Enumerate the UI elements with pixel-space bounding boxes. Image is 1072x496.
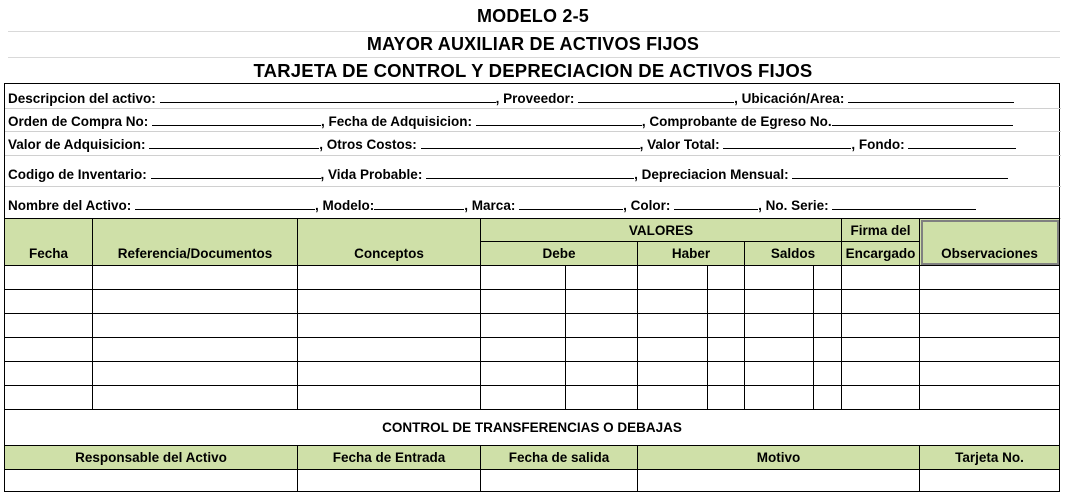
cell[interactable] bbox=[481, 470, 638, 492]
cell[interactable] bbox=[920, 470, 1060, 492]
cell[interactable] bbox=[5, 266, 93, 290]
cell[interactable] bbox=[566, 362, 638, 386]
cell[interactable] bbox=[814, 266, 842, 290]
form-subtitle: MAYOR AUXILIAR DE ACTIVOS FIJOS bbox=[366, 34, 700, 54]
title-divider bbox=[8, 31, 1060, 32]
info-row-4 bbox=[5, 156, 1061, 187]
label-valor-total: , Valor Total: bbox=[639, 137, 720, 152]
cell[interactable] bbox=[920, 290, 1060, 314]
field-codigo-inventario[interactable] bbox=[151, 166, 321, 179]
cell[interactable] bbox=[481, 338, 566, 362]
cell[interactable] bbox=[93, 386, 298, 410]
field-orden-compra[interactable] bbox=[152, 113, 321, 126]
cell[interactable] bbox=[842, 386, 920, 410]
cell[interactable] bbox=[481, 386, 566, 410]
label-descripcion: Descripcion del activo: bbox=[8, 91, 156, 106]
field-descripcion[interactable] bbox=[160, 90, 496, 103]
cell[interactable] bbox=[638, 266, 708, 290]
cell[interactable] bbox=[5, 338, 93, 362]
field-serie[interactable] bbox=[832, 197, 976, 210]
field-vida-probable[interactable] bbox=[426, 166, 634, 179]
label-nombre-activo: Nombre del Activo: bbox=[8, 198, 132, 213]
transfer-title: CONTROL DE TRANSFERENCIAS O DEBAJAS bbox=[5, 410, 1060, 446]
cell[interactable] bbox=[481, 362, 566, 386]
header-tarjeta: Tarjeta No. bbox=[920, 446, 1060, 470]
cell[interactable] bbox=[93, 362, 298, 386]
label-comprobante: , Comprobante de Egreso No. bbox=[641, 114, 832, 129]
field-ubicacion[interactable] bbox=[848, 90, 1014, 103]
cell[interactable] bbox=[638, 362, 708, 386]
field-valor-adquisicion[interactable] bbox=[149, 136, 319, 149]
label-marca: , Marca: bbox=[464, 198, 516, 213]
header-fecha: Fecha bbox=[5, 219, 93, 266]
cell[interactable] bbox=[638, 470, 920, 492]
header-firma-line1: Firma del bbox=[842, 219, 920, 242]
cell[interactable] bbox=[481, 266, 566, 290]
field-fecha-adquisicion[interactable] bbox=[476, 113, 642, 126]
cell[interactable] bbox=[638, 338, 708, 362]
cell[interactable] bbox=[566, 338, 638, 362]
info-row-3 bbox=[5, 132, 1061, 156]
label-proveedor: , Proveedor: bbox=[495, 91, 575, 106]
cell[interactable] bbox=[93, 314, 298, 338]
label-otros-costos: , Otros Costos: bbox=[319, 137, 417, 152]
field-modelo[interactable] bbox=[374, 197, 464, 210]
field-nombre-activo[interactable] bbox=[135, 197, 315, 210]
cell[interactable] bbox=[566, 314, 638, 338]
header-motivo: Motivo bbox=[638, 446, 920, 470]
cell[interactable] bbox=[5, 290, 93, 314]
cell[interactable] bbox=[93, 266, 298, 290]
cell[interactable] bbox=[93, 290, 298, 314]
field-proveedor[interactable] bbox=[578, 90, 734, 103]
cell[interactable] bbox=[566, 386, 638, 410]
cell[interactable] bbox=[638, 290, 708, 314]
cell[interactable] bbox=[745, 290, 814, 314]
label-codigo-inventario: Codigo de Inventario: bbox=[8, 167, 147, 182]
cell[interactable] bbox=[481, 314, 566, 338]
header-fecha-salida: Fecha de salida bbox=[481, 446, 638, 470]
cell[interactable] bbox=[5, 470, 298, 492]
label-serie: , No. Serie: bbox=[758, 198, 829, 213]
cell[interactable] bbox=[814, 314, 842, 338]
header-firma-line2: Encargado bbox=[842, 242, 920, 266]
header-observaciones[interactable]: Observaciones bbox=[920, 219, 1060, 266]
cell[interactable] bbox=[920, 314, 1060, 338]
cell[interactable] bbox=[842, 266, 920, 290]
cell[interactable] bbox=[745, 266, 814, 290]
label-vida-probable: , Vida Probable: bbox=[320, 167, 423, 182]
ledger-row bbox=[5, 338, 1060, 362]
cell[interactable] bbox=[708, 338, 745, 362]
info-row-1 bbox=[5, 84, 1061, 109]
cell[interactable] bbox=[920, 338, 1060, 362]
ledger-row bbox=[5, 362, 1060, 386]
label-modelo: , Modelo: bbox=[315, 198, 375, 213]
cell[interactable] bbox=[745, 314, 814, 338]
cell[interactable] bbox=[298, 386, 481, 410]
header-debe: Debe bbox=[481, 242, 638, 266]
label-depreciacion-mensual: , Depreciacion Mensual: bbox=[634, 167, 789, 182]
cell[interactable] bbox=[481, 290, 566, 314]
cell[interactable] bbox=[745, 338, 814, 362]
field-color[interactable] bbox=[674, 197, 758, 210]
cell[interactable] bbox=[920, 386, 1060, 410]
label-color: , Color: bbox=[623, 198, 671, 213]
transfer-row bbox=[5, 470, 1060, 492]
label-valor-adquisicion: Valor de Adquisicion: bbox=[8, 137, 146, 152]
cell[interactable] bbox=[745, 362, 814, 386]
field-comprobante[interactable] bbox=[832, 113, 1013, 126]
cell[interactable] bbox=[566, 290, 638, 314]
field-marca[interactable] bbox=[519, 197, 623, 210]
cell[interactable] bbox=[814, 290, 842, 314]
cell[interactable] bbox=[814, 338, 842, 362]
cell[interactable] bbox=[708, 314, 745, 338]
field-fondo[interactable] bbox=[908, 136, 1016, 149]
cell[interactable] bbox=[842, 314, 920, 338]
ledger-row bbox=[5, 314, 1060, 338]
cell[interactable] bbox=[708, 362, 745, 386]
cell[interactable] bbox=[708, 386, 745, 410]
field-valor-total[interactable] bbox=[723, 136, 851, 149]
cell[interactable] bbox=[745, 386, 814, 410]
cell[interactable] bbox=[566, 266, 638, 290]
label-ubicacion: , Ubicación/Area: bbox=[734, 91, 845, 106]
cell[interactable] bbox=[298, 362, 481, 386]
cell[interactable] bbox=[708, 266, 745, 290]
cell[interactable] bbox=[638, 314, 708, 338]
label-fondo: , Fondo: bbox=[851, 137, 905, 152]
header-fecha-entrada: Fecha de Entrada bbox=[298, 446, 481, 470]
cell[interactable] bbox=[298, 290, 481, 314]
cell[interactable] bbox=[5, 386, 93, 410]
header-conceptos: Conceptos bbox=[298, 219, 481, 266]
transfer-table bbox=[4, 409, 1060, 492]
cell[interactable] bbox=[638, 386, 708, 410]
cell[interactable] bbox=[298, 266, 481, 290]
cell[interactable] bbox=[5, 314, 93, 338]
label-fecha-adquisicion: , Fecha de Adquisicion: bbox=[321, 114, 473, 129]
ledger-row bbox=[5, 266, 1060, 290]
header-responsable: Responsable del Activo bbox=[5, 446, 298, 470]
ledger-table bbox=[4, 218, 1060, 410]
title-divider bbox=[8, 57, 1060, 58]
info-row-2 bbox=[5, 109, 1061, 132]
header-valores: VALORES bbox=[481, 219, 842, 242]
header-saldos: Saldos bbox=[745, 242, 842, 266]
cell[interactable] bbox=[814, 362, 842, 386]
cell[interactable] bbox=[842, 338, 920, 362]
header-haber: Haber bbox=[638, 242, 745, 266]
cell[interactable] bbox=[298, 338, 481, 362]
field-depreciacion-mensual[interactable] bbox=[792, 166, 1008, 179]
form-model-number: MODELO 2-5 bbox=[476, 6, 589, 26]
cell[interactable] bbox=[842, 290, 920, 314]
ledger-row bbox=[5, 386, 1060, 410]
form-title: TARJETA DE CONTROL Y DEPRECIACION DE ACTIVOS FIJOS bbox=[253, 60, 813, 81]
cell[interactable] bbox=[5, 362, 93, 386]
cell[interactable] bbox=[842, 362, 920, 386]
cell[interactable] bbox=[920, 362, 1060, 386]
cell[interactable] bbox=[298, 470, 481, 492]
label-orden-compra: Orden de Compra No: bbox=[8, 114, 149, 129]
ledger-row bbox=[5, 290, 1060, 314]
field-otros-costos[interactable] bbox=[421, 136, 640, 149]
cell[interactable] bbox=[814, 386, 842, 410]
cell[interactable] bbox=[708, 290, 745, 314]
cell[interactable] bbox=[298, 314, 481, 338]
cell[interactable] bbox=[920, 266, 1060, 290]
info-row-5 bbox=[5, 187, 1061, 219]
cell[interactable] bbox=[93, 338, 298, 362]
header-referencia: Referencia/Documentos bbox=[93, 219, 298, 266]
